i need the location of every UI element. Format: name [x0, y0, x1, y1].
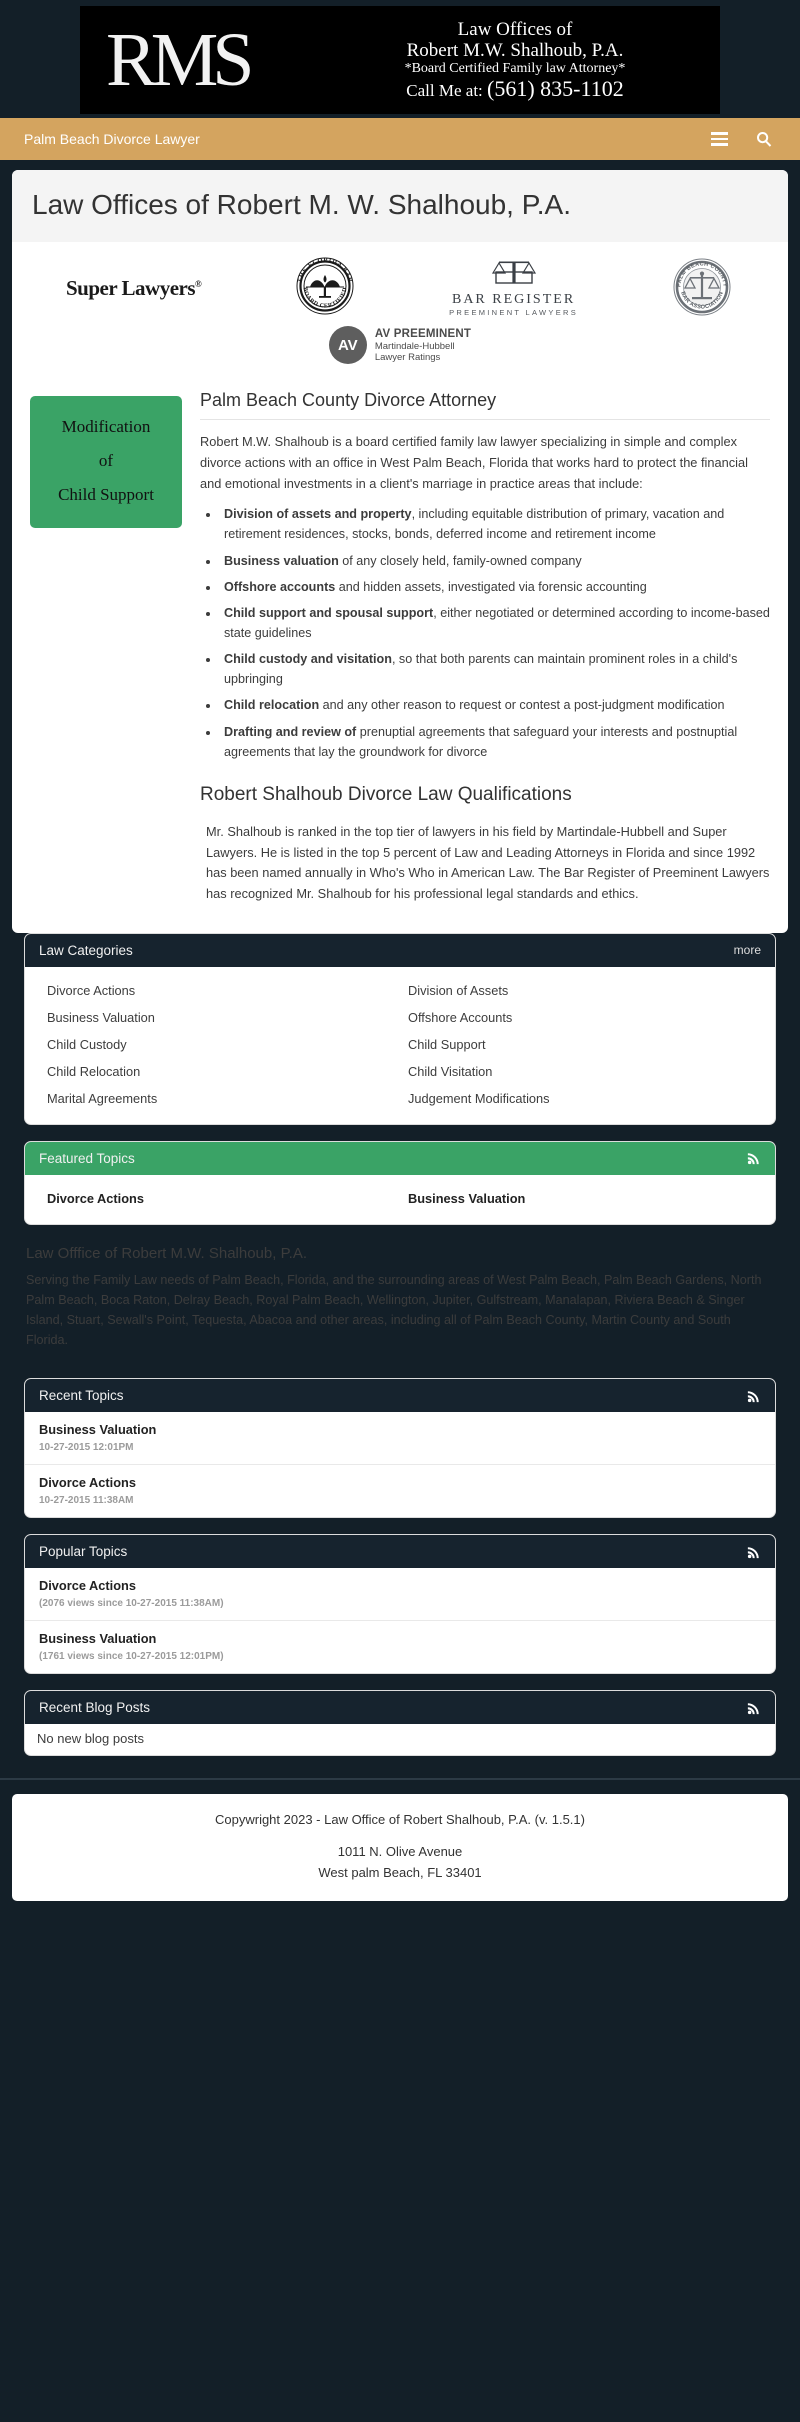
practice-area-description: prenuptial agreements that safeguard your interests and postnuptial agreements that lay the groundwork for divorce	[224, 724, 738, 759]
recent-blog-posts-header	[25, 1691, 775, 1724]
popular-topics-list	[25, 1568, 775, 1673]
list-item-title: Business Valuation	[39, 1422, 157, 1438]
promo-line-2: of	[98, 451, 114, 471]
bar-register-subtitle: PREEMINENT LAWYERS	[449, 307, 579, 317]
recent-topics-header	[25, 1379, 775, 1412]
promo-line-1: Modification	[61, 417, 151, 437]
practice-area-item	[220, 649, 770, 689]
jumbotron	[12, 170, 788, 242]
footer	[0, 1778, 800, 1918]
practice-area-description: of any closely held, family-owned company	[338, 553, 582, 568]
footer-address-line-1: 1011 N. Olive Avenue	[337, 1844, 463, 1860]
footer-address-line-2: West palm Beach, FL 33401	[318, 1864, 482, 1880]
badge-row-secondary	[20, 320, 780, 378]
list-item-title: Business Valuation	[39, 1631, 157, 1647]
masthead-line-1: Law Offices of	[457, 18, 573, 40]
credential-badges	[12, 242, 788, 384]
practice-area-term: Child relocation	[224, 698, 320, 713]
scales-of-justice-icon	[449, 260, 578, 291]
svg-text:PALM BEACH COUNTY: PALM BEACH COUNTY	[676, 261, 728, 288]
featured-topic-link[interactable]: Divorce Actions	[47, 1190, 144, 1206]
masthead-text-block	[318, 19, 712, 102]
practice-area-item	[220, 577, 770, 597]
practice-area-term: Child support and spousal support	[224, 605, 434, 620]
law-category-link[interactable]: Offshore Accounts	[408, 1009, 513, 1025]
navbar-brand[interactable]: Palm Beach Divorce Lawyer	[24, 131, 200, 147]
rss-icon[interactable]	[747, 1151, 761, 1165]
law-category-link[interactable]: Judgement Modifications	[408, 1090, 550, 1106]
law-category-link[interactable]: Divorce Actions	[47, 982, 136, 998]
main-panel	[12, 170, 788, 933]
popular-topics-card	[24, 1534, 776, 1674]
recent-topics-card	[24, 1378, 776, 1518]
footer-copyright: Copywright 2023 - Law Office of Robert Shalhoub, P.A. (v. 1.5.1)	[215, 1812, 585, 1828]
list-item-meta: (2076 views since 10-27-2015 11:38AM)	[39, 1598, 224, 1610]
intro-paragraph: Robert M.W. Shalhoub is a board certified family law lawyer specializing in simple and complex divorce actions with an office in West Palm Beach, Florida that works hard to protect the financial and emotional investments in a client's marriage in practice areas that include:	[200, 434, 748, 491]
section-heading-attorney: Palm Beach County Divorce Attorney	[200, 390, 770, 420]
list-item-title: Divorce Actions	[39, 1578, 136, 1594]
florida-bar-board-certified-badge	[293, 256, 357, 320]
list-item-title: Divorce Actions	[39, 1475, 136, 1491]
svg-text:BAR ASSOCIATION: BAR ASSOCIATION	[679, 291, 725, 311]
featured-topics-header	[25, 1142, 775, 1175]
section-heading-qualifications: Robert Shalhoub Divorce Law Qualifications	[200, 783, 572, 805]
list-item[interactable]	[25, 1412, 775, 1465]
practice-area-item	[220, 504, 770, 544]
law-category-link[interactable]: Child Support	[408, 1036, 486, 1052]
svg-text:THE FLORIDA BAR: THE FLORIDA BAR	[296, 257, 354, 284]
rss-icon[interactable]	[747, 1701, 761, 1715]
footer-card	[12, 1794, 788, 1900]
av-rating-label: Lawyer Ratings	[374, 352, 441, 364]
recent-topics-list	[25, 1412, 775, 1517]
law-categories-title: Law Categories	[39, 942, 133, 958]
law-categories-col-left	[39, 977, 400, 1112]
featured-topics-card	[24, 1141, 776, 1225]
phone-number[interactable]: (561) 835-1102	[487, 75, 624, 101]
featured-topics-columns	[39, 1185, 761, 1212]
practice-areas-list	[220, 504, 770, 762]
av-text-block	[375, 327, 471, 364]
recent-blog-posts-title: Recent Blog Posts	[39, 1700, 151, 1716]
popular-topics-header	[25, 1535, 775, 1568]
law-categories-card	[24, 933, 776, 1125]
serving-heading: Law Offfice of Robert M.W. Shalhoub, P.A.	[26, 1244, 307, 1262]
practice-area-term: Offshore accounts	[224, 579, 336, 594]
rss-icon[interactable]	[747, 1389, 761, 1403]
av-circle-icon: AV	[329, 326, 367, 364]
promo-column	[30, 390, 200, 915]
av-title: AV PREEMINENT	[374, 327, 472, 340]
masthead-line-3: *Board Certified Family law Attorney*	[404, 61, 626, 77]
search-icon[interactable]	[756, 131, 772, 147]
law-category-link[interactable]: Child Visitation	[408, 1063, 493, 1079]
practice-area-item	[220, 695, 770, 715]
practice-area-term: Division of assets and property	[224, 507, 412, 522]
practice-area-term: Drafting and review of	[224, 724, 357, 739]
practice-area-item	[220, 603, 770, 643]
qualifications-block	[200, 822, 770, 905]
badge-row-primary	[20, 256, 780, 320]
law-category-link[interactable]: Business Valuation	[47, 1009, 155, 1025]
law-category-link[interactable]: Child Custody	[47, 1036, 127, 1052]
main-content	[12, 384, 788, 933]
featured-topics-title: Featured Topics	[39, 1150, 135, 1166]
practice-area-item	[220, 722, 770, 762]
practice-area-description: , including equitable distribution of primary, vacation and retirement residences, stocks, bonds, deferred income and retirement income	[224, 507, 725, 542]
navbar	[0, 118, 800, 160]
popular-topics-title: Popular Topics	[39, 1544, 128, 1560]
masthead-banner[interactable]	[80, 6, 720, 114]
list-item-meta: 10-27-2015 12:01PM	[39, 1442, 134, 1454]
bar-register-title: BAR REGISTER	[451, 291, 576, 307]
practice-area-description: , either negotiated or determined according to income-based state guidelines	[224, 605, 770, 641]
law-categories-col-right	[400, 977, 761, 1112]
law-categories-header	[25, 934, 775, 967]
palm-beach-county-bar-association-badge	[670, 256, 734, 320]
featured-topics-body	[25, 1175, 775, 1224]
rms-logo: RMS	[106, 17, 249, 102]
navbar-icon-group	[711, 131, 772, 147]
law-categories-columns	[39, 977, 761, 1112]
recent-blog-posts-card	[24, 1690, 776, 1756]
law-category-link[interactable]: Marital Agreements	[47, 1090, 158, 1106]
av-preeminent-badge	[329, 326, 471, 364]
list-item[interactable]	[25, 1465, 775, 1517]
serving-area-section	[12, 1241, 788, 1365]
call-me-label: Call Me at:	[406, 80, 483, 100]
masthead	[0, 0, 800, 118]
promo-line-3: Child Support	[58, 485, 154, 505]
law-category-link[interactable]: Division of Assets	[408, 982, 509, 998]
hamburger-icon[interactable]	[711, 132, 728, 146]
law-categories-more-link[interactable]: more	[733, 943, 761, 958]
page-title: Law Offices of Robert M. W. Shalhoub, P.A.	[32, 189, 572, 220]
list-item-meta: 10-27-2015 11:38AM	[39, 1495, 134, 1507]
practice-area-description: and any other reason to request or contest a post-judgment modification	[319, 698, 725, 713]
practice-area-term: Child custody and visitation	[224, 652, 392, 667]
svg-text:BOARD CERTIFIED: BOARD CERTIFIED	[301, 286, 349, 310]
list-item[interactable]	[25, 1621, 775, 1673]
list-item-meta: (1761 views since 10-27-2015 12:01PM)	[39, 1651, 224, 1663]
featured-topics-col-right	[400, 1185, 761, 1212]
featured-topics-col-left	[39, 1185, 400, 1212]
practice-area-description: , so that both parents can maintain prominent roles in a child's upbringing	[224, 652, 738, 687]
av-subtitle: Martindale-Hubbell	[374, 340, 455, 352]
qualifications-paragraph: Mr. Shalhoub is ranked in the top tier of lawyers in his field by Martindale-Hubbell and Super Lawyers. He is listed in the top 5 percent of Law and Leading Attorneys in Florida and since 1992 has been named annually in Who's Who in American Law. The Bar Register of Preeminent Lawyers has recognized Mr. Shalhoub for his professional legal standards and ethics.	[206, 823, 770, 902]
super-lawyers-badge: Super Lawyers®	[65, 275, 202, 300]
practice-area-item	[220, 551, 770, 571]
masthead-line-2: Robert M.W. Shalhoub, P.A.	[406, 39, 624, 61]
modification-child-support-promo[interactable]	[30, 396, 182, 528]
law-category-link[interactable]: Child Relocation	[47, 1063, 141, 1079]
masthead-call-line	[318, 77, 712, 102]
page-body	[0, 160, 800, 1778]
recent-blog-posts-empty: No new blog posts	[37, 1731, 144, 1747]
super-lawyers-label: Super Lawyers	[65, 275, 196, 300]
serving-text: Serving the Family Law needs of Palm Beach, Florida, and the surrounding areas of West Palm Beach, Palm Beach Gardens, North Palm Beach, Boca Raton, Delray Beach, Royal Palm Beach, Wellington, Jupiter, Gulfstream, Manalapan, Riviera Beach & Singer Island, Stuart, Sewall's Point, Tequesta, Abacoa and other areas, including all of Palm Beach County, Martin County and South Florida.	[26, 1272, 762, 1348]
practice-area-description: and hidden assets, investigated via forensic accounting	[335, 579, 647, 594]
recent-topics-title: Recent Topics	[39, 1388, 124, 1404]
rss-icon[interactable]	[747, 1545, 761, 1559]
practice-area-term: Business valuation	[224, 553, 339, 568]
list-item[interactable]	[25, 1568, 775, 1621]
bar-register-badge	[449, 260, 578, 317]
article-column	[200, 390, 770, 915]
law-categories-body	[25, 967, 775, 1124]
featured-topic-link[interactable]: Business Valuation	[408, 1190, 526, 1206]
